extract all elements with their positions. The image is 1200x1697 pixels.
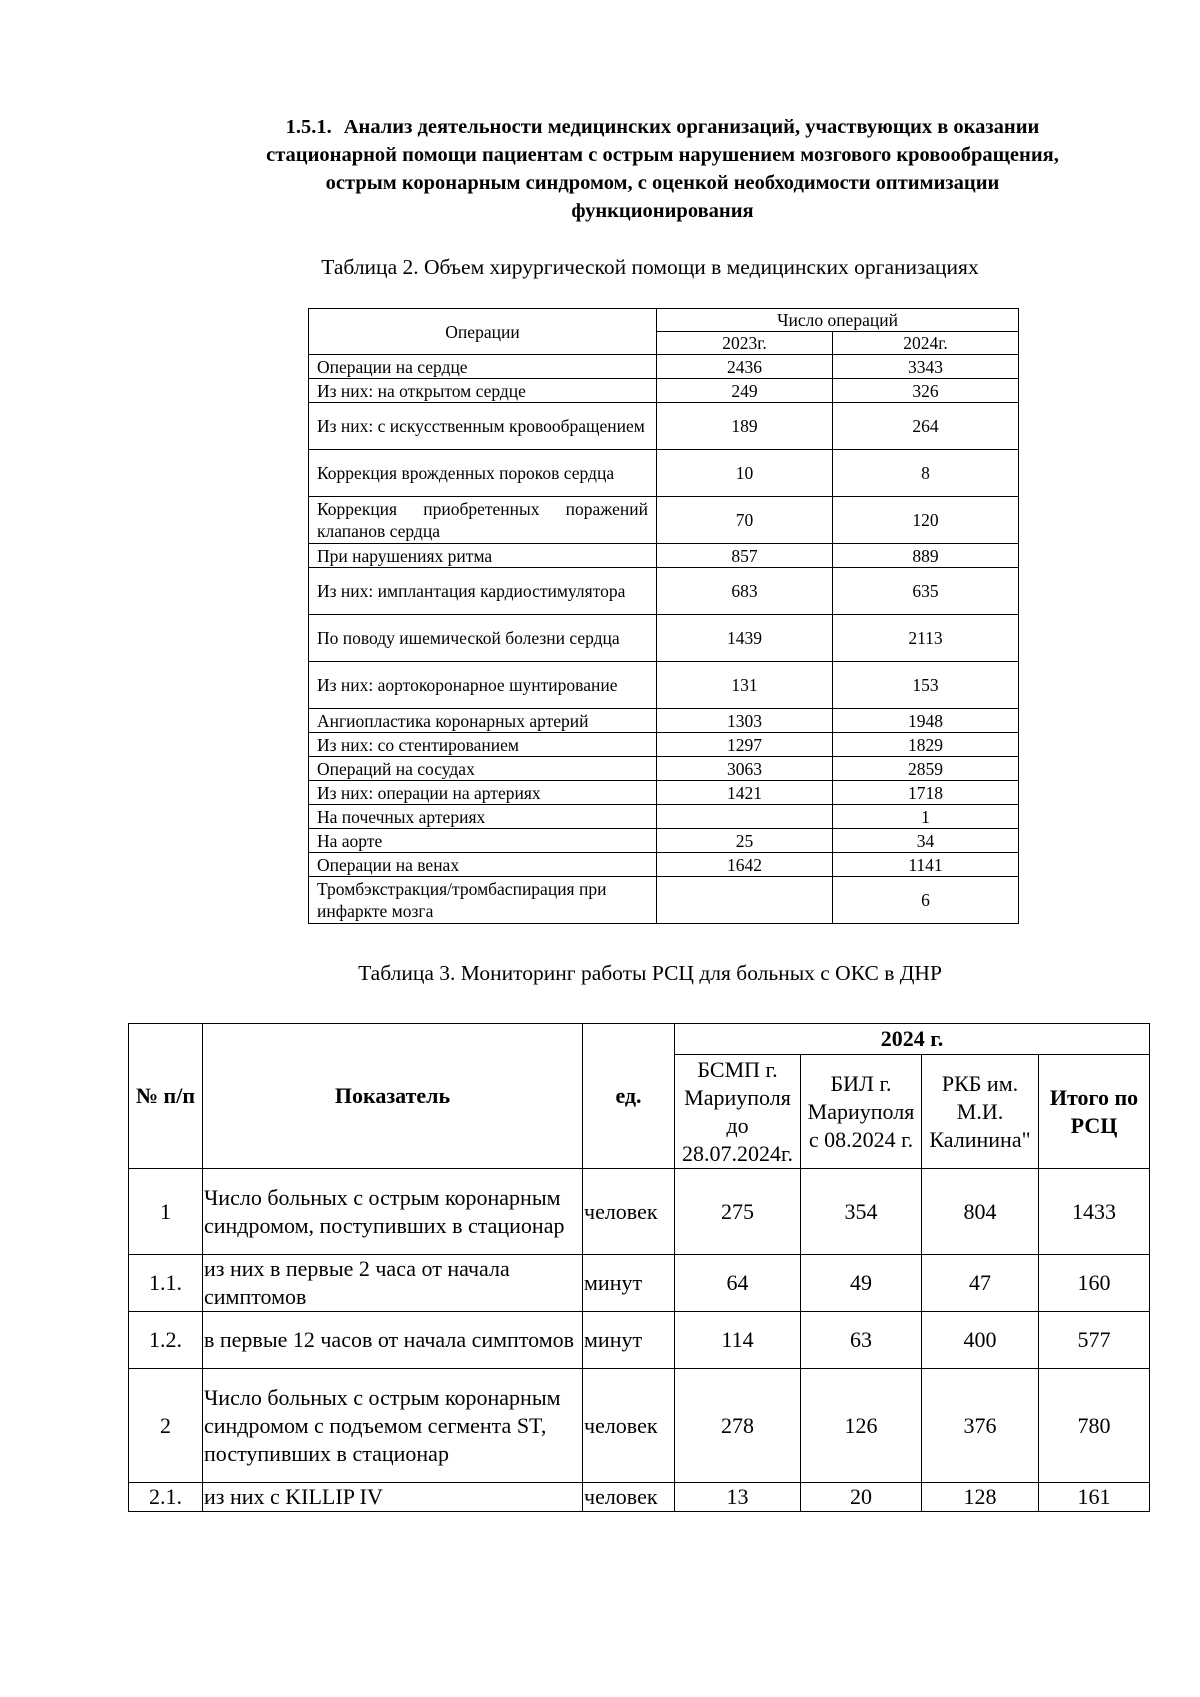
operation-name: Ангиопластика коронарных артерий — [309, 709, 657, 733]
table-header-row — [309, 309, 1019, 332]
table-row — [129, 1169, 1150, 1255]
value-2024: 264 — [833, 403, 1019, 450]
unit-cell: минут — [583, 1312, 675, 1369]
header-year: 2024 г. — [675, 1024, 1150, 1055]
operation-name: Из них: аортокоронарное шунтирование — [309, 662, 657, 709]
operation-name: При нарушениях ритма — [309, 544, 657, 568]
header-total-rsc: Итого по РСЦ — [1039, 1055, 1150, 1169]
value-bil: 126 — [801, 1369, 922, 1483]
value-rkb: 804 — [922, 1169, 1039, 1255]
operation-name: Операций на сосудах — [309, 757, 657, 781]
value-2024: 1948 — [833, 709, 1019, 733]
row-number: 1.1. — [129, 1255, 203, 1312]
value-2023: 857 — [657, 544, 833, 568]
value-2023: 25 — [657, 829, 833, 853]
value-2023: 1421 — [657, 781, 833, 805]
value-2024: 6 — [833, 877, 1019, 924]
operation-name: На аорте — [309, 829, 657, 853]
value-2023: 1642 — [657, 853, 833, 877]
header-operations: Операции — [309, 309, 657, 355]
header-rkb-kalinin: РКБ им. М.И. Калинина" — [922, 1055, 1039, 1169]
value-rkb: 376 — [922, 1369, 1039, 1483]
table-row — [309, 757, 1019, 781]
table-row — [309, 662, 1019, 709]
value-total: 780 — [1039, 1369, 1150, 1483]
value-2024: 889 — [833, 544, 1019, 568]
table-row — [309, 497, 1019, 544]
value-2023: 1439 — [657, 615, 833, 662]
section-heading-line-1 — [180, 113, 1145, 141]
value-2023: 189 — [657, 403, 833, 450]
value-2024: 1 — [833, 805, 1019, 829]
value-rkb: 400 — [922, 1312, 1039, 1369]
row-number: 2 — [129, 1369, 203, 1483]
value-2024: 635 — [833, 568, 1019, 615]
value-2023: 131 — [657, 662, 833, 709]
row-number: 1.2. — [129, 1312, 203, 1369]
value-bil: 49 — [801, 1255, 922, 1312]
operation-name: Операции на венах — [309, 853, 657, 877]
section-title-line: Анализ деятельности медицинских организаций, участвующих в оказании — [343, 116, 1040, 138]
table-row — [129, 1483, 1150, 1512]
table-row — [129, 1312, 1150, 1369]
row-number: 2.1. — [129, 1483, 203, 1512]
table-row — [309, 450, 1019, 497]
table2-caption: Таблица 2. Объем хирургической помощи в медицинских организациях — [321, 255, 979, 279]
value-2024: 2859 — [833, 757, 1019, 781]
unit-cell: человек — [583, 1483, 675, 1512]
value-2023 — [657, 877, 833, 924]
value-2024: 1829 — [833, 733, 1019, 757]
table-row — [309, 877, 1019, 924]
operation-name: Из них: со стентированием — [309, 733, 657, 757]
value-total: 161 — [1039, 1483, 1150, 1512]
header-indicator: Показатель — [203, 1024, 583, 1169]
value-bsmp: 114 — [675, 1312, 801, 1369]
value-2023: 3063 — [657, 757, 833, 781]
value-2024: 153 — [833, 662, 1019, 709]
unit-cell: человек — [583, 1369, 675, 1483]
section-title-line: острым коронарным синдромом, с оценкой необходимости оптимизации — [325, 172, 1000, 194]
value-2023: 70 — [657, 497, 833, 544]
header-unit: ед. — [583, 1024, 675, 1169]
operation-name: Коррекция приобретенных поражений клапанов сердца — [309, 497, 657, 544]
value-total: 1433 — [1039, 1169, 1150, 1255]
section-title-line: стационарной помощи пациентам с острым нарушением мозгового кровообращения, — [266, 144, 1059, 166]
value-bsmp: 64 — [675, 1255, 801, 1312]
unit-cell: человек — [583, 1169, 675, 1255]
operation-name: Операции на сердце — [309, 355, 657, 379]
table-row — [129, 1255, 1150, 1312]
table-row — [309, 615, 1019, 662]
table-row — [309, 379, 1019, 403]
table-row — [309, 403, 1019, 450]
operation-name: Коррекция врожденных пороков сердца — [309, 450, 657, 497]
value-bil: 20 — [801, 1483, 922, 1512]
unit-cell: минут — [583, 1255, 675, 1312]
header-bil-mariupol: БИЛ г. Мариуполя с 08.2024 г. — [801, 1055, 922, 1169]
operation-name: Из них: имплантация кардиостимулятора — [309, 568, 657, 615]
operation-name: На почечных артериях — [309, 805, 657, 829]
value-2023 — [657, 805, 833, 829]
indicator-name: из них с KILLIP IV — [203, 1483, 583, 1512]
value-2024: 3343 — [833, 355, 1019, 379]
table-row — [309, 805, 1019, 829]
operation-name: По поводу ишемической болезни сердца — [309, 615, 657, 662]
header-year-2024: 2024г. — [833, 332, 1019, 355]
value-2024: 120 — [833, 497, 1019, 544]
value-2023: 2436 — [657, 355, 833, 379]
indicator-name: из них в первые 2 часа от начала симптомов — [203, 1255, 583, 1312]
value-2024: 34 — [833, 829, 1019, 853]
header-year-2023: 2023г. — [657, 332, 833, 355]
table-row — [309, 733, 1019, 757]
table-header-row — [129, 1024, 1150, 1055]
table-row — [309, 355, 1019, 379]
section-heading — [180, 113, 1145, 225]
value-2023: 1303 — [657, 709, 833, 733]
header-operation-count: Число операций — [657, 309, 1019, 332]
indicator-name: Число больных с острым коронарным синдромом с подъемом сегмента ST, поступивших в стационар — [203, 1369, 583, 1483]
table3-caption: Таблица 3. Мониторинг работы РСЦ для больных с ОКС в ДНР — [358, 961, 942, 985]
operation-name: Тромбэкстракция/тромбаспирация при инфаркте мозга — [309, 877, 657, 924]
table-row — [129, 1369, 1150, 1483]
header-bsmp-mariupol: БСМП г. Мариуполя до 28.07.2024г. — [675, 1055, 801, 1169]
value-2023: 1297 — [657, 733, 833, 757]
value-bil: 354 — [801, 1169, 922, 1255]
value-bsmp: 278 — [675, 1369, 801, 1483]
operation-name: Из них: операции на артериях — [309, 781, 657, 805]
value-2024: 2113 — [833, 615, 1019, 662]
value-2023: 10 — [657, 450, 833, 497]
operation-name: Из них: на открытом сердце — [309, 379, 657, 403]
value-total: 160 — [1039, 1255, 1150, 1312]
table-row — [309, 568, 1019, 615]
value-2023: 249 — [657, 379, 833, 403]
value-bil: 63 — [801, 1312, 922, 1369]
value-bsmp: 13 — [675, 1483, 801, 1512]
value-rkb: 47 — [922, 1255, 1039, 1312]
value-bsmp: 275 — [675, 1169, 801, 1255]
value-2024: 326 — [833, 379, 1019, 403]
acs-monitoring-table — [128, 1023, 1150, 1512]
table-row — [309, 829, 1019, 853]
value-total: 577 — [1039, 1312, 1150, 1369]
value-2024: 8 — [833, 450, 1019, 497]
section-number: 1.5.1. — [285, 116, 332, 138]
indicator-name: в первые 12 часов от начала симптомов — [203, 1312, 583, 1369]
table-row — [309, 544, 1019, 568]
section-title-line: функционирования — [571, 200, 754, 222]
value-2024: 1141 — [833, 853, 1019, 877]
operation-name: Из них: с искусственным кровообращением — [309, 403, 657, 450]
indicator-name: Число больных с острым коронарным синдромом, поступивших в стационар — [203, 1169, 583, 1255]
value-2024: 1718 — [833, 781, 1019, 805]
value-2023: 683 — [657, 568, 833, 615]
value-rkb: 128 — [922, 1483, 1039, 1512]
table-row — [309, 781, 1019, 805]
table-row — [309, 709, 1019, 733]
surgery-volume-table — [308, 308, 1019, 924]
row-number: 1 — [129, 1169, 203, 1255]
table-row — [309, 853, 1019, 877]
header-row-number: № п/п — [129, 1024, 203, 1169]
